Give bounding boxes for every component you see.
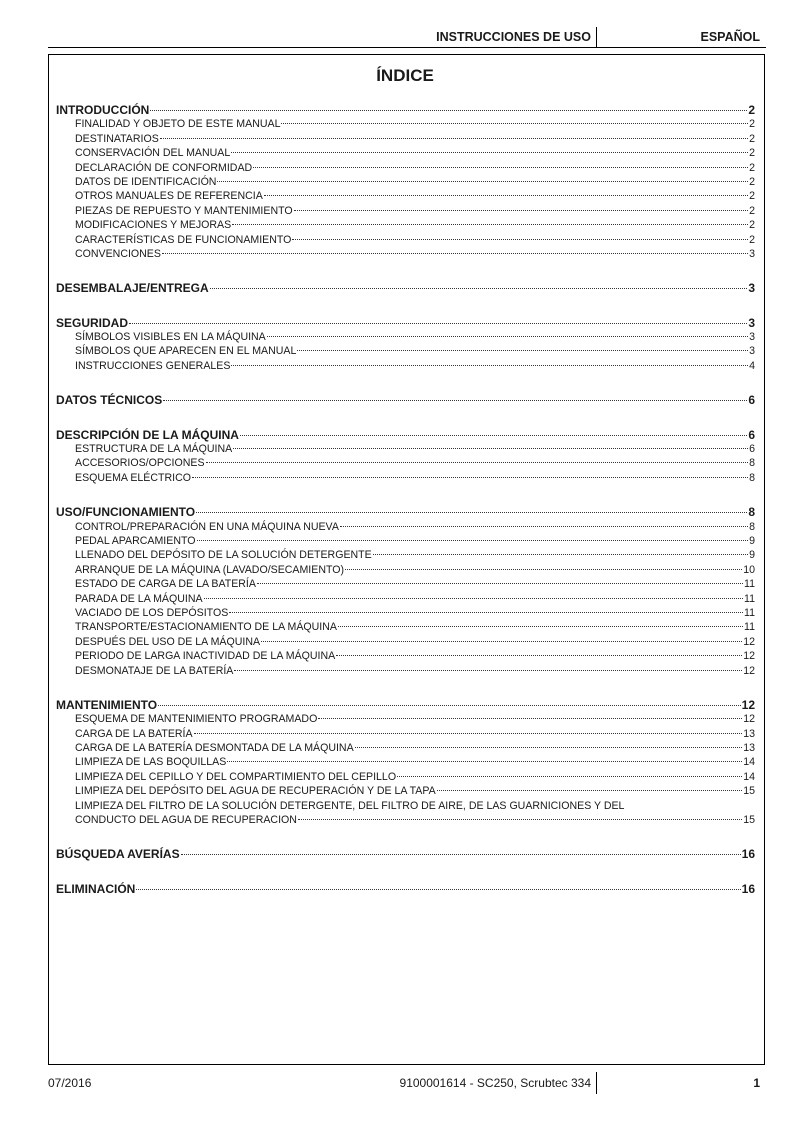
dot-leader (197, 540, 749, 541)
toc-entry-page: 2 (749, 233, 755, 246)
dot-leader (162, 253, 748, 254)
toc-entry-label: DESPUÉS DEL USO DE LA MÁQUINA (75, 635, 261, 648)
toc-section-entry-label: DATOS TÉCNICOS (56, 393, 163, 408)
toc-entry[interactable] (56, 649, 755, 663)
toc-entry-page: 2 (749, 190, 755, 203)
toc-section-entry[interactable] (56, 428, 755, 442)
dot-leader (318, 718, 742, 719)
dot-leader (196, 512, 747, 513)
toc-entry[interactable] (56, 117, 755, 131)
toc-entry-page: 11 (744, 592, 755, 605)
toc-entry-page: 3 (749, 345, 755, 358)
table-of-contents (56, 103, 755, 916)
toc-entry-page: 2 (749, 147, 755, 160)
toc-entry[interactable] (56, 330, 755, 344)
dot-leader (257, 583, 743, 584)
toc-entry[interactable] (56, 577, 755, 591)
toc-section-entry[interactable] (56, 847, 755, 861)
toc-section (56, 882, 755, 896)
toc-entry[interactable] (56, 344, 755, 358)
toc-section (56, 847, 755, 861)
toc-entry-page: 2 (749, 204, 755, 217)
toc-entry-page: 12 (743, 713, 755, 726)
dot-leader (129, 323, 747, 324)
toc-entry[interactable] (56, 471, 755, 485)
dot-leader (281, 123, 748, 124)
footer-date: 07/2016 (48, 1076, 92, 1090)
toc-section-entry[interactable] (56, 698, 755, 712)
toc-entry-page: 15 (743, 785, 755, 798)
toc-entry-label: PARADA DE LA MÁQUINA (75, 592, 203, 605)
toc-entry[interactable] (56, 606, 755, 620)
toc-entry-label: PIEZAS DE REPUESTO Y MANTENIMIENTO (75, 204, 293, 217)
toc-entry-continuation-page: 15 (743, 814, 755, 827)
toc-entry-page: 9 (749, 534, 755, 547)
toc-entry-page: 14 (743, 770, 755, 783)
toc-section (56, 698, 755, 828)
toc-section-entry[interactable] (56, 103, 755, 117)
toc-entry[interactable] (56, 799, 755, 813)
toc-entry-page: 8 (749, 457, 755, 470)
dot-leader (210, 288, 748, 289)
toc-entry-page: 12 (743, 635, 755, 648)
dot-leader (232, 224, 748, 225)
toc-entry-label: LIMPIEZA DEL DEPÓSITO DEL AGUA DE RECUPERACIÓN Y DE LA TAPA (75, 785, 436, 798)
dot-leader (340, 526, 748, 527)
toc-section-entry[interactable] (56, 393, 755, 407)
toc-section-entry-page: 6 (748, 393, 755, 408)
toc-entry-page: 2 (749, 118, 755, 131)
dot-leader (397, 776, 742, 777)
dot-leader (267, 336, 748, 337)
toc-entry-label: MODIFICACIONES Y MEJORAS (75, 219, 232, 232)
toc-entry-label: ESQUEMA DE MANTENIMIENTO PROGRAMADO (75, 713, 318, 726)
toc-entry-page: 6 (749, 443, 755, 456)
toc-entry[interactable] (56, 592, 755, 606)
toc-entry-label: OTROS MANUALES DE REFERENCIA (75, 190, 263, 203)
toc-entry-label: LIMPIEZA DEL CEPILLO Y DEL COMPARTIMIENTO DEL CEPILLO (75, 770, 397, 783)
dot-leader (158, 705, 741, 706)
toc-entry-label: LLENADO DEL DEPÓSITO DE LA SOLUCIÓN DETERGENTE (75, 549, 372, 562)
toc-entry-label: ARRANQUE DE LA MÁQUINA (LAVADO/SECAMIENTO) (75, 563, 345, 576)
toc-entry-label: DATOS DE IDENTIFICACIÓN (75, 175, 217, 188)
toc-entry-continuation[interactable] (56, 813, 755, 827)
toc-section-entry-page: 16 (741, 847, 755, 862)
toc-entry-page: 13 (743, 727, 755, 740)
toc-entry[interactable] (56, 189, 755, 203)
toc-section-entry-page: 12 (741, 697, 755, 712)
toc-entry-label: SÍMBOLOS VISIBLES EN LA MÁQUINA (75, 331, 266, 344)
dot-leader (229, 612, 743, 613)
toc-entry-label: VACIADO DE LOS DEPÓSITOS (75, 606, 229, 619)
toc-section-entry[interactable] (56, 882, 755, 896)
toc-entry[interactable] (56, 563, 755, 577)
toc-entry-page: 10 (743, 563, 755, 576)
dot-leader (264, 195, 748, 196)
toc-section-entry-label: SEGURIDAD (56, 315, 129, 330)
page-footer (0, 1072, 793, 1102)
dot-leader (231, 152, 748, 153)
toc-entry[interactable] (56, 520, 755, 534)
toc-section (56, 281, 755, 295)
page-header (0, 0, 793, 52)
dot-leader (150, 110, 747, 111)
toc-entry-label: INSTRUCCIONES GENERALES (75, 359, 231, 372)
toc-entry-page: 8 (749, 520, 755, 533)
toc-section-entry-page: 16 (741, 881, 755, 896)
dot-leader (136, 889, 740, 890)
toc-entry-page: 4 (749, 359, 755, 372)
toc-entry-label: FINALIDAD Y OBJETO DE ESTE MANUAL (75, 118, 281, 131)
toc-entry[interactable] (56, 635, 755, 649)
toc-entry-label: LIMPIEZA DE LAS BOQUILLAS (75, 756, 227, 769)
dot-leader (160, 138, 748, 139)
toc-entry-page: 13 (743, 742, 755, 755)
dot-leader (261, 641, 742, 642)
toc-entry-label: PEDAL APARCAMIENTO (75, 534, 196, 547)
footer-divider (596, 1072, 597, 1094)
header-rule (48, 47, 766, 48)
dot-leader (231, 365, 748, 366)
toc-entry-page: 12 (743, 664, 755, 677)
toc-entry[interactable] (56, 770, 755, 784)
dot-leader (338, 626, 743, 627)
toc-section-entry-label: BÚSQUEDA AVERÍAS (56, 847, 180, 862)
toc-section (56, 505, 755, 678)
toc-entry-label: ACCESORIOS/OPCIONES (75, 457, 205, 470)
toc-entry-page: 3 (749, 331, 755, 344)
dot-leader (181, 854, 741, 855)
toc-entry[interactable] (56, 161, 755, 175)
toc-entry[interactable] (56, 247, 755, 261)
toc-section-entry[interactable] (56, 505, 755, 519)
toc-entry-page: 12 (743, 650, 755, 663)
toc-entry-label: DESMONATAJE DE LA BATERÍA (75, 664, 234, 677)
toc-entry-page: 3 (749, 247, 755, 260)
toc-entry[interactable] (56, 620, 755, 634)
dot-leader (292, 239, 748, 240)
footer-page-number: 1 (753, 1076, 760, 1090)
toc-entry-label: ESTADO DE CARGA DE LA BATERÍA (75, 578, 256, 591)
toc-entry-page: 2 (749, 219, 755, 232)
toc-entry[interactable] (56, 727, 755, 741)
header-language: ESPAÑOL (700, 30, 760, 44)
toc-entry-label: DESTINATARIOS (75, 132, 159, 145)
footer-document-id: 9100001614 - SC250, Scrubtec 334 (399, 1076, 591, 1090)
toc-section-entry[interactable] (56, 281, 755, 295)
toc-entry-page: 14 (743, 756, 755, 769)
toc-section-entry-page: 3 (748, 281, 755, 296)
dot-leader (192, 477, 748, 478)
toc-entry[interactable] (56, 755, 755, 769)
toc-entry-page: 11 (744, 621, 755, 634)
dot-leader (204, 598, 743, 599)
toc-entry[interactable] (56, 204, 755, 218)
toc-entry[interactable] (56, 132, 755, 146)
dot-leader (345, 569, 742, 570)
toc-entry-label: CARGA DE LA BATERÍA (75, 727, 193, 740)
toc-section-entry-label: ELIMINACIÓN (56, 881, 136, 896)
dot-leader (373, 554, 748, 555)
toc-entry[interactable] (56, 146, 755, 160)
toc-section-entry-label: INTRODUCCIÓN (56, 103, 150, 117)
toc-entry-label: CONVENCIONES (75, 247, 161, 260)
toc-section (56, 316, 755, 374)
toc-entry[interactable] (56, 218, 755, 232)
toc-entry[interactable] (56, 548, 755, 562)
dot-leader (206, 462, 749, 463)
toc-entry[interactable] (56, 442, 755, 456)
toc-title: ÍNDICE (376, 66, 434, 85)
toc-entry-label: ESTRUCTURA DE LA MÁQUINA (75, 443, 233, 456)
toc-section (56, 393, 755, 407)
toc-section-entry-page: 2 (748, 103, 755, 117)
header-divider (596, 27, 597, 48)
toc-entry-page: 2 (749, 132, 755, 145)
toc-entry-continuation-label: CONDUCTO DEL AGUA DE RECUPERACION (75, 814, 297, 827)
dot-leader (227, 761, 742, 762)
dot-leader (163, 400, 747, 401)
toc-section-entry-page: 6 (748, 427, 755, 442)
toc-entry-label: SÍMBOLOS QUE APARECEN EN EL MANUAL (75, 345, 297, 358)
toc-section-entry-label: DESCRIPCIÓN DE LA MÁQUINA (56, 427, 239, 442)
toc-entry-page: 2 (749, 175, 755, 188)
toc-section (56, 103, 755, 261)
dot-leader (298, 819, 742, 820)
dot-leader (294, 210, 748, 211)
dot-leader (240, 435, 747, 436)
dot-leader (355, 747, 743, 748)
toc-entry-label: CARGA DE LA BATERÍA DESMONTADA DE LA MÁQUINA (75, 742, 354, 755)
dot-leader (437, 790, 743, 791)
toc-section-entry-page: 3 (748, 315, 755, 330)
toc-entry-page: 11 (744, 606, 755, 619)
toc-section-entry-page: 8 (748, 505, 755, 520)
toc-entry-label: ESQUEMA ELÉCTRICO (75, 471, 191, 484)
toc-entry[interactable] (56, 175, 755, 189)
dot-leader (194, 733, 743, 734)
dot-leader (253, 167, 748, 168)
dot-leader (233, 448, 748, 449)
toc-entry[interactable] (56, 359, 755, 373)
dot-leader (297, 350, 748, 351)
toc-entry[interactable] (56, 233, 755, 247)
toc-entry[interactable] (56, 784, 755, 798)
toc-section (56, 428, 755, 486)
toc-entry-label: CONSERVACIÓN DEL MANUAL (75, 147, 231, 160)
toc-entry-label: CONTROL/PREPARACIÓN EN UNA MÁQUINA NUEVA (75, 520, 339, 533)
toc-entry-label: PERIODO DE LARGA INACTIVIDAD DE LA MÁQUINA (75, 650, 336, 663)
toc-entry-label: LIMPIEZA DEL FILTRO DE LA SOLUCIÓN DETERGENTE, DEL FILTRO DE AIRE, DE LAS GUARNICIONES Y DEL (75, 799, 625, 812)
toc-entry-label: DECLARACIÓN DE CONFORMIDAD (75, 161, 253, 174)
toc-section-entry[interactable] (56, 316, 755, 330)
toc-entry-page: 11 (744, 578, 755, 591)
toc-entry-label: TRANSPORTE/ESTACIONAMIENTO DE LA MÁQUINA (75, 621, 337, 634)
toc-entry-page: 8 (749, 471, 755, 484)
toc-section-entry-label: USO/FUNCIONAMIENTO (56, 505, 196, 520)
toc-section-entry-label: DESEMBALAJE/ENTREGA (56, 281, 209, 296)
toc-entry[interactable] (56, 664, 755, 678)
dot-leader (336, 655, 742, 656)
toc-entry-label: CARACTERÍSTICAS DE FUNCIONAMIENTO (75, 233, 292, 246)
toc-entry[interactable] (56, 741, 755, 755)
dot-leader (217, 181, 748, 182)
header-title: INSTRUCCIONES DE USO (436, 30, 591, 44)
toc-entry[interactable] (56, 712, 755, 726)
toc-section-entry-label: MANTENIMIENTO (56, 697, 158, 712)
toc-entry[interactable] (56, 456, 755, 470)
toc-entry-page: 2 (749, 161, 755, 174)
toc-entry-page: 9 (749, 549, 755, 562)
toc-entry[interactable] (56, 534, 755, 548)
dot-leader (234, 670, 742, 671)
